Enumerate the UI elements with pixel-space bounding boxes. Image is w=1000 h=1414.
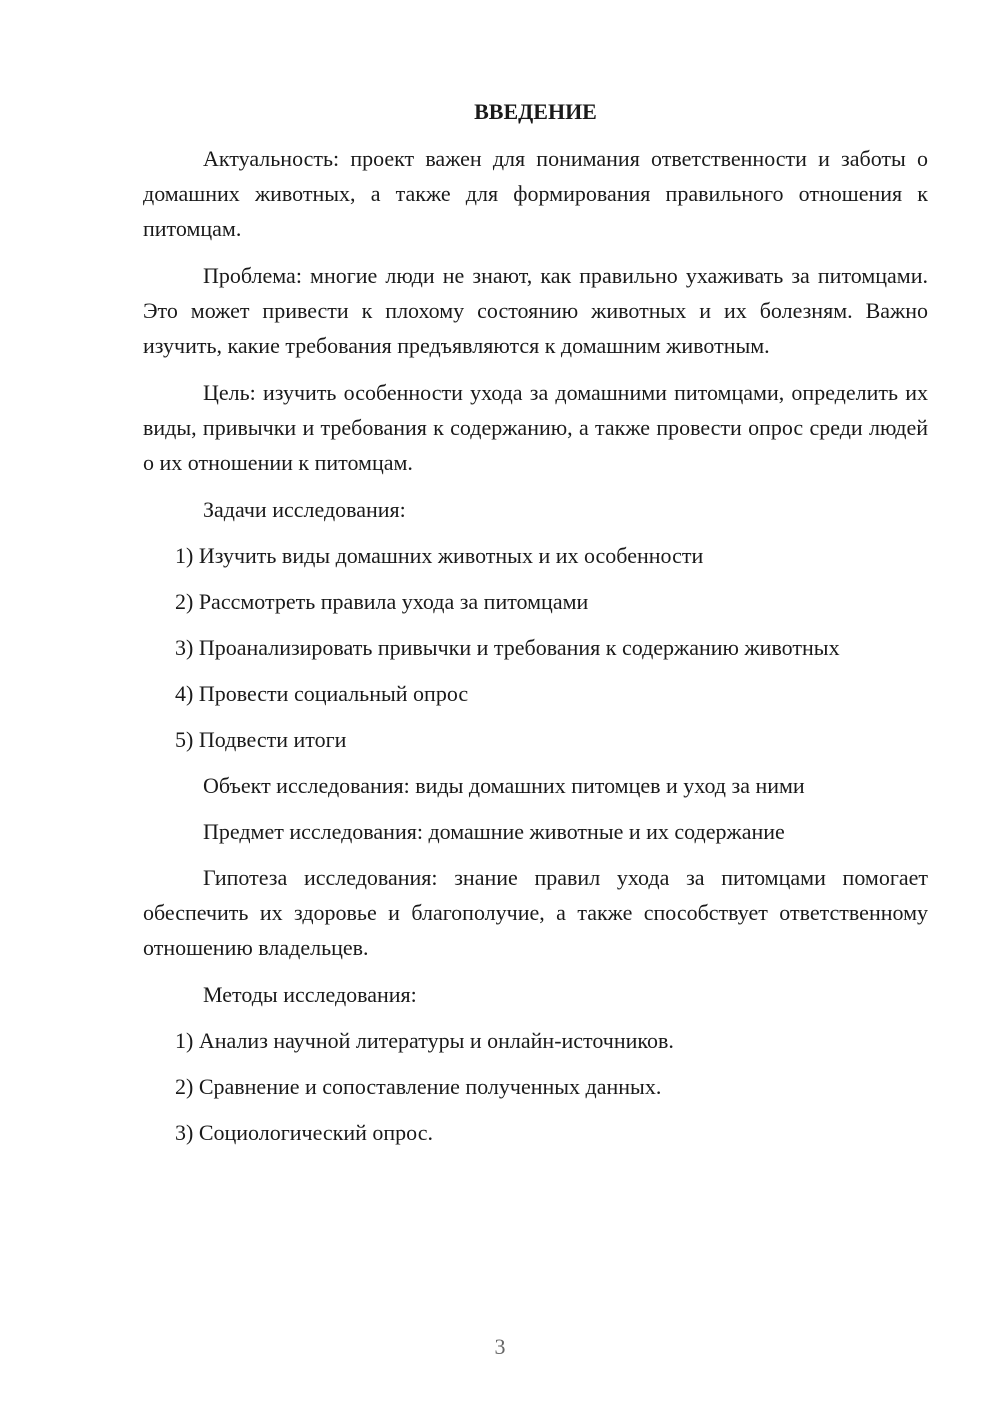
method-item: 3) Социологический опрос.	[175, 1120, 433, 1145]
task-item: 3) Проанализировать привычки и требования к содержанию животных	[175, 635, 840, 660]
page-number: 3	[494, 1334, 506, 1359]
tasks-title: Задачи исследования:	[203, 497, 406, 522]
methods-title: Методы исследования:	[203, 982, 417, 1007]
hypothesis-paragraph: Гипотеза исследования: знание правил ухода за питомцами помогает обеспечить их здоровье и благополучие, а также способствует ответственному отношению владельцев.	[143, 865, 928, 960]
task-item: 4) Провести социальный опрос	[175, 681, 469, 706]
task-item: 1) Изучить виды домашних животных и их особенности	[175, 543, 704, 568]
page-content	[143, 94, 928, 1161]
method-item: 1) Анализ научной литературы и онлайн-источников.	[175, 1028, 674, 1053]
page-title: ВВЕДЕНИЕ	[474, 99, 597, 124]
subject-line: Предмет исследования: домашние животные и их содержание	[203, 819, 785, 844]
task-item: 2) Рассмотреть правила ухода за питомцами	[175, 589, 589, 614]
goal-paragraph: Цель: изучить особенности ухода за домашними питомцами, определить их виды, привычки и требования к содержанию, а также провести опрос среди людей о их отношении к питомцам.	[143, 380, 928, 475]
object-line: Объект исследования: виды домашних питомцев и уход за ними	[203, 773, 805, 798]
method-item: 2) Сравнение и сопоставление полученных данных.	[175, 1074, 662, 1099]
problem-paragraph: Проблема: многие люди не знают, как правильно ухаживать за питомцами. Это может привести к плохому состоянию животных и их болезням. Важно изучить, какие требования предъявляются к домашним животным.	[143, 263, 928, 358]
relevance-paragraph: Актуальность: проект важен для понимания ответственности и заботы о домашних животных, а также для формирования правильного отношения к питомцам.	[143, 146, 928, 241]
task-item: 5) Подвести итоги	[175, 727, 347, 752]
